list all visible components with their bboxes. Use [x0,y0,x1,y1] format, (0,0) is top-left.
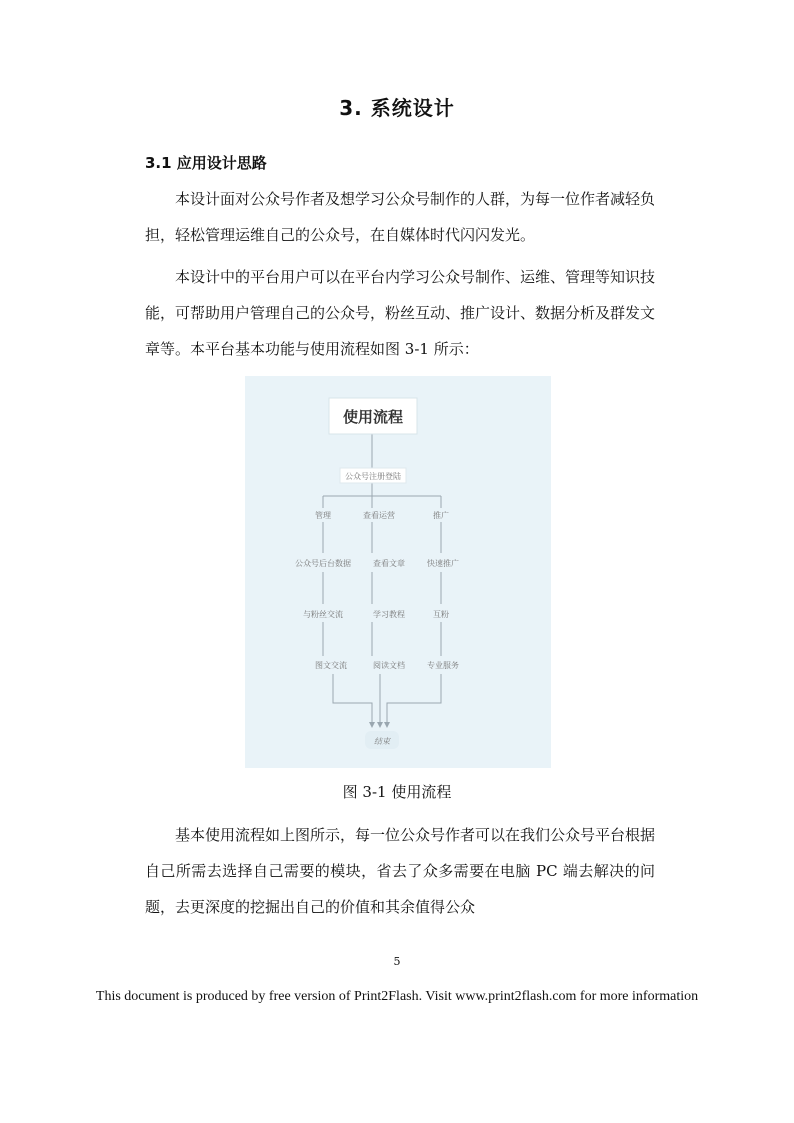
flowchart-figure [245,376,551,768]
flow-step-read-docs: 阅读文档 [373,661,405,670]
print2flash-footer: This document is produced by free version of Print2Flash. Visit www.print2flash.com for more information [95,989,699,1004]
flow-step-fan-exchange: 与粉丝交流 [303,610,343,619]
flow-step-fast-promote: 快速推广 [427,559,459,568]
flowchart-diagram [245,376,551,768]
flow-step-image-text: 图文交流 [315,661,347,670]
paragraph-features: 本设计中的平台用户可以在平台内学习公众号制作、运维、管理等知识技能，可帮助用户管理自己的公众号，粉丝互动、推广设计、数据分析及群发文章等。本平台基本功能与使用流程如图 3-1 所示： [145,268,656,358]
flow-step-pro-service: 专业服务 [427,661,459,670]
flow-step-mutual-follow: 互粉 [433,610,449,619]
flow-step-tutorials: 学习教程 [373,610,405,619]
paragraph-intro: 本设计面对公众号作者及想学习公众号制作的人群，为每一位作者减轻负担，轻松管理运维自己的公众号，在自媒体时代闪闪发光。 [145,190,656,244]
flow-step-backend-data: 公众号后台数据 [295,559,351,568]
chapter-title: 3. 系统设计 [339,96,455,120]
section-title: 3.1 应用设计思路 [145,154,267,172]
flow-step-manage: 管理 [315,511,331,520]
flow-step-promote: 推广 [433,511,449,520]
figure-caption: 图 3-1 使用流程 [342,783,452,801]
paragraph-usage: 基本使用流程如上图所示，每一位公众号作者可以在我们公众号平台根据自己所需去选择自己需要的模块，省去了众多需要在电脑 PC 端去解决的问题，去更深度的挖掘出自己的价值和其余值得公众 [145,826,656,916]
page-number: 5 [393,955,401,968]
flow-title: 使用流程 [342,408,404,426]
flow-step-view-ops: 查看运营 [363,511,395,520]
flow-arrowheads [369,722,390,728]
flow-end: 结束 [374,737,390,746]
flow-root: 公众号注册登陆 [345,472,401,481]
flow-step-view-articles: 查看文章 [373,559,405,568]
